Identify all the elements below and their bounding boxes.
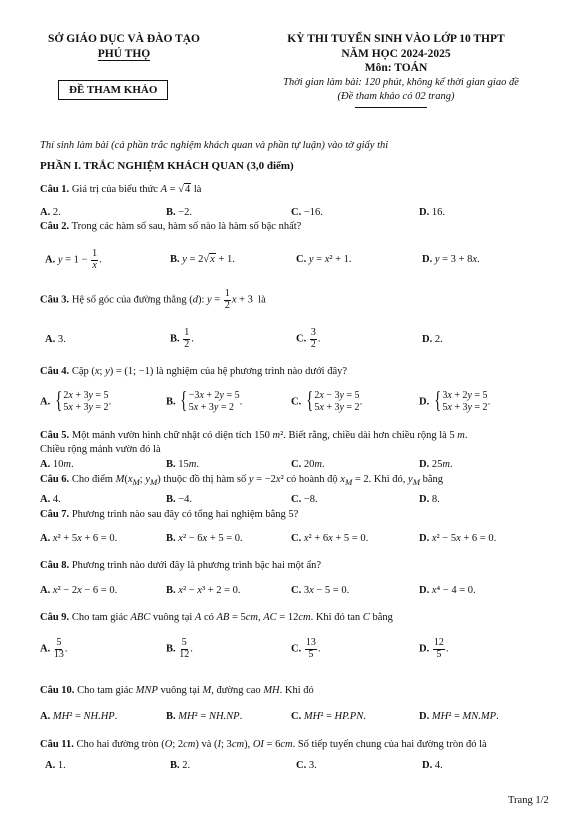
school-year: NĂM HỌC 2024-2025 — [341, 48, 451, 60]
q9-option-d: D. $\frac{12}{5}$ . — [419, 637, 449, 660]
q3-option-d: D. 2. — [422, 334, 443, 345]
q1-option-d: D. 16. — [419, 207, 445, 218]
section-title: PHẦN I. TRẮC NGHIỆM KHÁCH QUAN (3,0 điểm) — [40, 160, 294, 172]
q8-option-a: A. x² − 2x − 6 = 0. — [40, 585, 118, 596]
q7-option-b: B. x² − 6x + 5 = 0. — [166, 533, 243, 544]
question-7: Câu 7. Phương trình nào sau đây có tổng hai nghiệm bằng 5? — [40, 509, 299, 520]
question-11: Câu 11. Cho hai đường tròn (O; 2cm) và (I; 3cm), OI = 6cm. Số tiếp tuyến chung của hai đường tròn đó là — [40, 739, 487, 750]
question-2: Câu 2. Trong các hàm số sau, hàm số nào là hàm số bậc nhất? — [40, 221, 302, 232]
q1-option-b: B. −2. — [166, 207, 193, 218]
question-6: Câu 6. Cho điểm $M(x_M$; $y_M$) thuộc đồ thị hàm số y = −2x² có hoành độ $x_M = 2$. Khi đó, $y_M$ bằng — [40, 474, 444, 488]
org-line2: PHÚ THỌ — [97, 48, 151, 60]
q7-option-d: D. x² − 5x + 6 = 0. — [419, 533, 497, 544]
q8-option-c: C. 3x − 5 = 0. — [291, 585, 350, 596]
q9-option-a: A. $\frac{5}{13}$ . — [40, 637, 68, 660]
q2-option-a: A. y = 1 − $\frac{1}{x}$ . — [45, 248, 102, 271]
q4-option-d: D. { 3x + 2y = 5 5x + 3y = 2 . — [419, 388, 491, 414]
q8-option-b: B. x² − x³ + 2 = 0. — [166, 585, 241, 596]
q11-option-c: C. 3. — [296, 760, 317, 771]
q10-option-d: D. MH² = MN.MP. — [419, 711, 499, 722]
q11-option-a: A. 1. — [45, 760, 66, 771]
time-note: Thời gian làm bài: 120 phút, không kể thời gian giao đề — [283, 77, 519, 88]
q3-option-a: A. 3. — [45, 334, 66, 345]
q5-option-b: B. 15m. — [166, 459, 199, 470]
q10-option-b: B. MH² = NH.NP. — [166, 711, 243, 722]
question-3: Câu 3. Hệ số góc của đường thẳng (d): y = $\frac{1}{2}$ x + 3 là — [40, 288, 266, 311]
question-9: Câu 9. Cho tam giác ABC vuông tại A có AB = 5cm, AC = 12cm. Khi đó tan C bằng — [40, 612, 393, 623]
q6-option-d: D. 8. — [419, 494, 440, 505]
q5-option-c: C. 20m. — [291, 459, 325, 470]
page-number: Trang 1/2 — [508, 795, 549, 806]
q6-option-a: A. 4. — [40, 494, 61, 505]
q11-option-d: D. 4. — [422, 760, 443, 771]
question-5: Câu 5. Một mảnh vườn hình chữ nhật có diện tích 150 m². Biết rằng, chiều dài hơn chiều rộng là 5 m. — [40, 430, 468, 441]
q10-option-c: C. MH² = HP.PN. — [291, 711, 366, 722]
q6-option-b: B. −4. — [166, 494, 193, 505]
q4-option-a: A. { 2x + 3y = 5 5x + 3y = 2 . — [40, 388, 112, 414]
q5-option-a: A. 10m. — [40, 459, 74, 470]
q4-option-b: B. { −3x + 2y = 5 5x + 3y = 2 . — [166, 388, 243, 414]
q9-option-c: C. $\frac{13}{5}$ . — [291, 637, 321, 660]
q1-option-a: A. 2. — [40, 207, 61, 218]
q2-option-c: C. y = x² + 1. — [296, 254, 352, 265]
pages-note: (Đề tham khảo có 02 trang) — [337, 91, 455, 102]
q3-option-c: C. $\frac{3}{2}$ . — [296, 327, 321, 350]
q7-option-a: A. x² + 5x + 6 = 0. — [40, 533, 118, 544]
question-8: Câu 8. Phương trình nào dưới đây là phương trình bậc hai một ẩn? — [40, 560, 322, 571]
q7-option-c: C. x² + 6x + 5 = 0. — [291, 533, 369, 544]
header-divider — [355, 107, 427, 108]
q2-option-b: B. y = 2√x + 1. — [170, 254, 235, 265]
q5-option-d: D. 25m. — [419, 459, 453, 470]
q1-option-c: C. −16. — [291, 207, 323, 218]
q6-option-c: C. −8. — [291, 494, 318, 505]
subject: Môn: TOÁN — [364, 62, 428, 74]
org-line1: SỞ GIÁO DỤC VÀ ĐÀO TẠO — [48, 33, 200, 45]
q2-option-d: D. y = 3 + 8x. — [422, 254, 480, 265]
q10-option-a: A. MH² = NH.HP. — [40, 711, 118, 722]
question-1: Câu 1. Giá trị của biểu thức A = √4 là — [40, 184, 202, 195]
q11-option-b: B. 2. — [170, 760, 191, 771]
q9-option-b: B. $\frac{5}{12}$ . — [166, 637, 193, 660]
exam-title: KỲ THI TUYỂN SINH VÀO LỚP 10 THPT — [287, 33, 505, 45]
question-10: Câu 10. Cho tam giác MNP vuông tại M, đường cao MH. Khi đó — [40, 685, 314, 696]
question-5-line2: Chiều rộng mảnh vườn đó là — [40, 444, 161, 455]
q8-option-d: D. x⁴ − 4 = 0. — [419, 585, 476, 596]
q4-option-c: C. { 2x − 3y = 5 5x + 3y = 2 . — [291, 388, 363, 414]
question-4: Câu 4. Cặp (x; y) = (1; −1) là nghiệm của hệ phương trình nào dưới đây? — [40, 366, 348, 377]
q3-option-b: B. $\frac{1}{2}$ . — [170, 327, 194, 350]
instruction: Thí sinh làm bài (cả phần trắc nghiệm khách quan và phần tự luận) vào tờ giấy thi — [40, 140, 389, 151]
reference-badge: ĐỀ THAM KHẢO — [58, 80, 168, 100]
